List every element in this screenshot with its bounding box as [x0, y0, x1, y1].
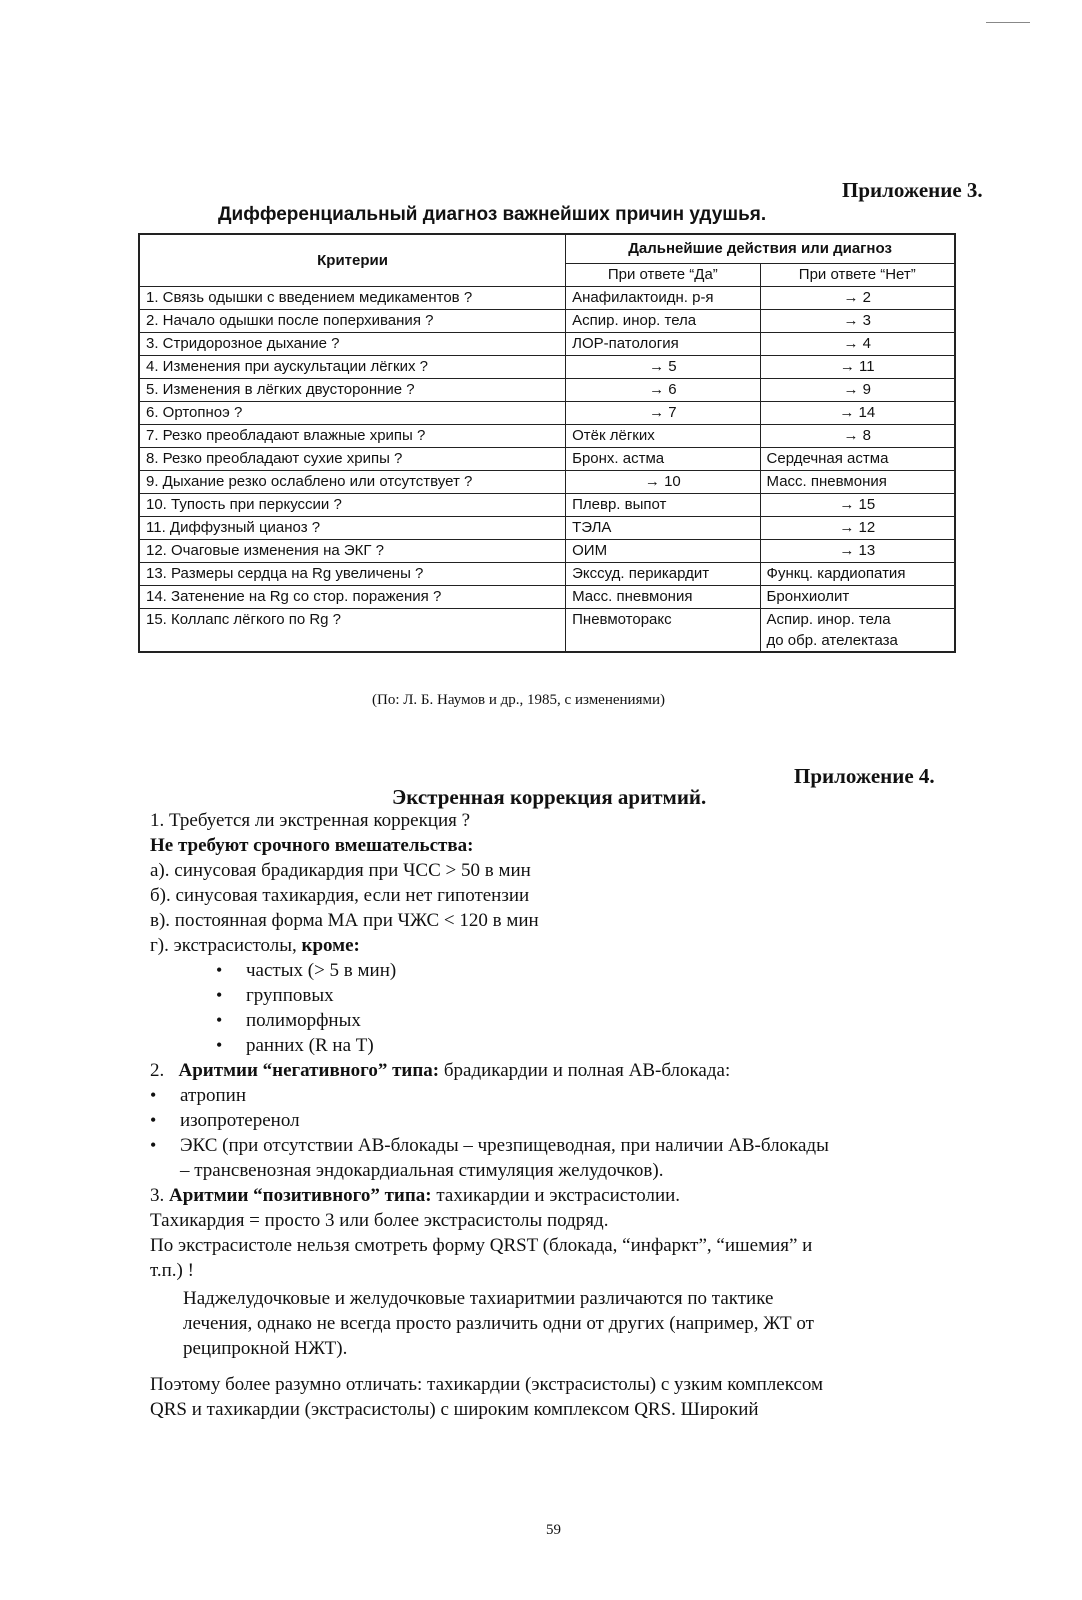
qrst-line-1: По экстрасистоле нельзя смотреть форму QRST (блокада, “инфаркт”, “ишемия” и: [150, 1235, 813, 1256]
question-2: [150, 1060, 730, 1082]
bullet-icon: •: [216, 960, 223, 980]
question-3: [150, 1185, 680, 1207]
no-cell: → 8: [760, 425, 955, 448]
criterion-cell: 15. Коллапс лёгкого по Rg ?: [139, 609, 566, 653]
table-row: [139, 333, 955, 356]
yes-cell: Бронх. астма: [566, 448, 760, 471]
no-cell: → 3: [760, 310, 955, 333]
section-title: Экстренная коррекция аритмий.: [392, 785, 707, 809]
no-cell: → 12: [760, 517, 955, 540]
yes-cell: → 6: [566, 379, 760, 402]
except-item: ранних (R на T): [246, 1035, 374, 1056]
indent-paragraph-line-2: лечения, однако не всегда просто различить одни от других (например, ЖТ от: [183, 1313, 814, 1334]
criterion-cell: 2. Начало одышки после поперхивания ?: [139, 310, 566, 333]
table-row: [139, 379, 955, 402]
no-cell: → 15: [760, 494, 955, 517]
qrst-line-2: т.п.) !: [150, 1260, 194, 1281]
bullet-icon: •: [216, 1010, 223, 1030]
criterion-cell: 9. Дыхание резко ослаблено или отсутствует ?: [139, 471, 566, 494]
indent-paragraph-line-1: Наджелудочковые и желудочковые тахиаритмии различаются по тактике: [183, 1288, 774, 1309]
no-cell: [760, 609, 955, 653]
no-urgent-heading: Не требуют срочного вмешательства:: [150, 835, 474, 856]
yes-cell: Экссуд. перикардит: [566, 563, 760, 586]
no-cell: → 4: [760, 333, 955, 356]
no-cell: Функц. кардиопатия: [760, 563, 955, 586]
bullet-icon: •: [150, 1135, 157, 1155]
criterion-cell: 6. Ортопноэ ?: [139, 402, 566, 425]
header-criteria: Критерии: [139, 234, 566, 287]
final-paragraph-line-1: Поэтому более разумно отличать: тахикардии (экстрасистолы) с узким комплексом: [150, 1374, 824, 1395]
yes-cell: Плевр. выпот: [566, 494, 760, 517]
q2-item: изопротеренол: [180, 1110, 300, 1131]
table-row: [139, 402, 955, 425]
question-2-bold: Аритмии “негативного” типа:: [178, 1060, 440, 1081]
yes-cell: Анафилактоидн. р-я: [566, 287, 760, 310]
no-cell: Сердечная астма: [760, 448, 955, 471]
table-row: [139, 494, 955, 517]
no-cell: → 11: [760, 356, 955, 379]
table-row: [139, 425, 955, 448]
question-3-text: тахикардии и экстрасистолии.: [431, 1185, 681, 1206]
bullet-icon: •: [216, 985, 223, 1005]
header-yes: При ответе “Да”: [566, 264, 760, 287]
no-cell: → 9: [760, 379, 955, 402]
no-cell-line: Аспир. инор. тела: [766, 611, 891, 628]
question-3-number: 3.: [150, 1185, 169, 1206]
final-paragraph-line-2: QRS и тахикардии (экстрасистолы) с широким комплексом QRS. Широкий: [150, 1399, 759, 1420]
table-row: [139, 287, 955, 310]
criterion-cell: 7. Резко преобладают влажные хрипы ?: [139, 425, 566, 448]
bullet-icon: •: [150, 1110, 157, 1130]
table-row: [139, 609, 955, 653]
except-item: полиморфных: [246, 1010, 361, 1031]
appendix-3-label: Приложение 3.: [842, 178, 983, 202]
criterion-cell: 11. Диффузный цианоз ?: [139, 517, 566, 540]
criterion-cell: 4. Изменения при аускультации лёгких ?: [139, 356, 566, 379]
table-row: [139, 356, 955, 379]
table-row: [139, 310, 955, 333]
table-row: [139, 586, 955, 609]
criterion-cell: 14. Затенение на Rg со стор. поражения ?: [139, 586, 566, 609]
except-item: групповых: [246, 985, 334, 1006]
table-row: [139, 517, 955, 540]
q2-eks-line-1: ЭКС (при отсутствии АВ-блокады – чрезпищеводная, при наличии АВ-блокады: [180, 1135, 829, 1156]
criterion-cell: 1. Связь одышки с введением медикаментов ?: [139, 287, 566, 310]
yes-cell: Аспир. инор. тела: [566, 310, 760, 333]
page-number: 59: [546, 1522, 561, 1538]
q2-eks-line-2: – трансвенозная эндокардиальная стимуляция желудочков).: [180, 1160, 664, 1181]
yes-cell: Пневмоторакс: [566, 609, 760, 653]
no-cell-line: до обр. ателектаза: [766, 632, 898, 649]
yes-cell: → 10: [566, 471, 760, 494]
table-row: [139, 471, 955, 494]
no-cell: → 14: [760, 402, 955, 425]
criterion-cell: 10. Тупость при перкуссии ?: [139, 494, 566, 517]
criterion-cell: 5. Изменения в лёгких двусторонние ?: [139, 379, 566, 402]
table-title: Дифференциальный диагноз важнейших причин удушья.: [218, 204, 767, 225]
no-cell: → 13: [760, 540, 955, 563]
yes-cell: → 7: [566, 402, 760, 425]
yes-cell: ТЭЛА: [566, 517, 760, 540]
item-c: в). постоянная форма МА при ЧЖС < 120 в мин: [150, 910, 539, 931]
bullet-icon: •: [216, 1035, 223, 1055]
appendix-4-label: Приложение 4.: [794, 764, 935, 788]
yes-cell: → 5: [566, 356, 760, 379]
yes-cell: Масс. пневмония: [566, 586, 760, 609]
differential-diagnosis-table: [138, 233, 956, 653]
criterion-cell: 3. Стридорозное дыхание ?: [139, 333, 566, 356]
question-2-number: 2.: [150, 1060, 165, 1081]
indent-paragraph-line-3: реципрокной НЖТ).: [183, 1338, 348, 1359]
table-source: (По: Л. Б. Наумов и др., 1985, с изменениями): [372, 692, 665, 708]
criterion-cell: 13. Размеры сердца на Rg увеличены ?: [139, 563, 566, 586]
yes-cell: ЛОР-патология: [566, 333, 760, 356]
question-2-text: брадикардии и полная АВ-блокада:: [439, 1060, 731, 1081]
table-row: [139, 540, 955, 563]
header-no: При ответе “Нет”: [760, 264, 955, 287]
question-1: 1. Требуется ли экстренная коррекция ?: [150, 810, 471, 831]
item-b: б). синусовая тахикардия, если нет гипотензии: [150, 885, 530, 906]
yes-cell: Отёк лёгких: [566, 425, 760, 448]
scan-mark: [986, 22, 1030, 23]
table-body: [139, 287, 955, 653]
item-g-bold: кроме:: [301, 935, 360, 956]
no-cell: → 2: [760, 287, 955, 310]
bullet-icon: •: [150, 1085, 157, 1105]
criterion-cell: 12. Очаговые изменения на ЭКГ ?: [139, 540, 566, 563]
tachy-definition: Тахикардия = просто 3 или более экстрасистолы подряд.: [150, 1210, 609, 1231]
criterion-cell: 8. Резко преобладают сухие хрипы ?: [139, 448, 566, 471]
no-cell: Бронхиолит: [760, 586, 955, 609]
table-row: [139, 563, 955, 586]
item-g: [150, 935, 360, 957]
item-a: а). синусовая брадикардия при ЧСС > 50 в мин: [150, 860, 531, 881]
yes-cell: ОИМ: [566, 540, 760, 563]
item-g-text: г). экстрасистолы,: [150, 935, 302, 956]
no-cell: Масс. пневмония: [760, 471, 955, 494]
q2-item: атропин: [180, 1085, 246, 1106]
except-item: частых (> 5 в мин): [246, 960, 397, 981]
question-3-bold: Аритмии “позитивного” типа:: [169, 1185, 432, 1206]
header-actions: Дальнейшие действия или диагноз: [566, 234, 955, 264]
table-row: [139, 448, 955, 471]
